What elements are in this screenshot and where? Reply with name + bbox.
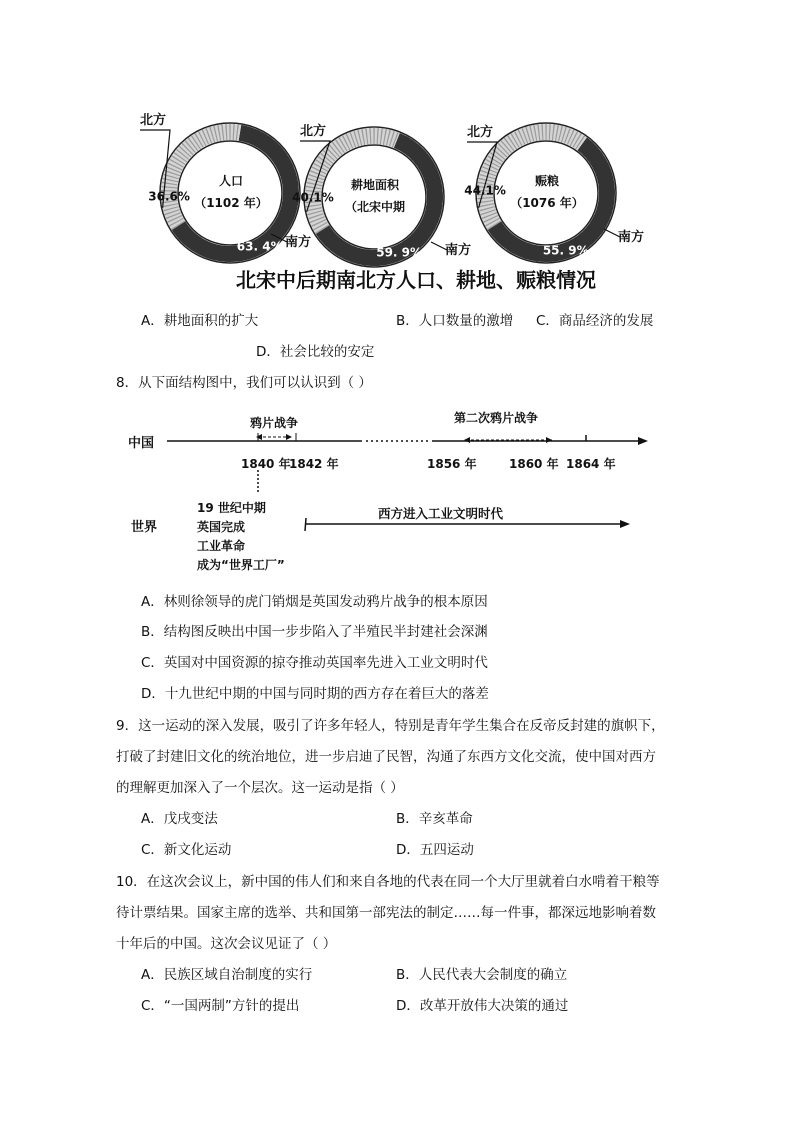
donut-north-value: 40.1% (292, 190, 334, 205)
donut-south-value: 59. 9% (376, 245, 423, 260)
q10-stem-line-1: 10．在这次会议上，新中国的伟人们和来自各地的代表在同一个大厅里就着白水啃着干粮等 (116, 874, 660, 890)
q9-option-d: D．五四运动 (396, 842, 474, 858)
timeline-west-label: 西方进入工业文明时代 (378, 506, 504, 521)
donut-center-name: 人口 (218, 174, 244, 188)
q10-option-c: C．“一国两制”方针的提出 (141, 998, 300, 1014)
south-label: 南方 (618, 230, 645, 245)
donut-north-value: 44.1% (464, 183, 506, 198)
q10-stem-line-2: 待计票结果。国家主席的选举、共和国第一部宪法的制定……每一件事，都深远地影响着数 (116, 905, 656, 921)
north-label: 北方 (300, 124, 327, 139)
timeline-second-opium-war: 第二次鸦片战争 (454, 411, 539, 425)
world-note-line-2: 英国完成 (197, 520, 246, 534)
donut-south-value: 63. 4% (236, 239, 283, 254)
q9-option-c: C．新文化运动 (141, 842, 232, 858)
q9-option-a: A．戊戌变法 (141, 811, 218, 827)
q8-option-d: D．十九世纪中期的中国与同时期的西方存在着巨大的落差 (141, 686, 489, 702)
q7-option-d: D．社会比较的安定 (256, 344, 375, 360)
timeline-year-1864: 1864 年 (566, 457, 616, 471)
donut-3 (464, 123, 644, 263)
donut-center-sub: （1102 年） (194, 196, 268, 210)
south-label: 南方 (445, 243, 472, 258)
q9-stem-line-2: 打破了封建旧文化的统治地位，进一步启迪了民智，沟通了东西方文化交流，使中国对西方 (116, 749, 656, 765)
donut-1 (140, 112, 311, 263)
chart-caption: 北宋中后期南北方人口、耕地、赈粮情况 (236, 268, 596, 292)
q7-option-c: C．商品经济的发展 (536, 313, 654, 329)
timeline-year-1856: 1856 年 (427, 457, 477, 471)
q8-option-a: A．林则徐领导的虎门销烟是英国发动鸦片战争的根本原因 (141, 594, 488, 610)
north-label: 北方 (140, 113, 167, 128)
q9-option-b: B．辛亥革命 (396, 811, 473, 827)
q7-option-b: B．人口数量的激增 (396, 313, 514, 329)
world-note-line-4: 成为“世界工厂” (197, 558, 285, 572)
q9-stem-line-3: 的理解更加深入了一个层次。这一运动是指（ ） (116, 780, 404, 796)
q10-option-b: B．人民代表大会制度的确立 (396, 967, 568, 983)
donut-center-sub: （1076 年） (510, 196, 584, 210)
q10-option-d: D．改革开放伟大决策的通过 (396, 998, 569, 1014)
timeline-opium-war: 鸦片战争 (250, 416, 299, 430)
timeline-year-1840: 1840 年 (241, 457, 291, 471)
timeline-year-1842: 1842 年 (289, 457, 339, 471)
q7-option-a: A．耕地面积的扩大 (141, 313, 259, 329)
north-label: 北方 (467, 125, 494, 140)
donut-center-name: 耕地面积 (350, 178, 400, 192)
donut-north-value: 36.6% (148, 189, 190, 204)
donut-charts (0, 0, 794, 300)
timeline-year-1860: 1860 年 (509, 457, 559, 471)
q9-stem-line-1: 9．这一运动的深入发展，吸引了许多年轻人，特别是青年学生集合在反帝反封建的旗帜下， (116, 718, 665, 734)
donut-2 (292, 123, 471, 267)
donut-center-sub: （北宋中期 (344, 200, 406, 214)
south-label: 南方 (285, 235, 312, 250)
q10-stem-line-3: 十年后的中国。这次会议见证了（ ） (116, 936, 337, 952)
q8-option-c: C．英国对中国资源的掠夺推动英国率先进入工业文明时代 (141, 655, 488, 671)
world-note-line-3: 工业革命 (197, 539, 246, 553)
donut-center-name: 赈粮 (534, 174, 560, 188)
timeline-diagram (0, 400, 794, 580)
world-note-line-1: 19 世纪中期 (197, 501, 266, 515)
timeline-world-label: 世界 (131, 520, 158, 535)
donut-south-value: 55. 9% (542, 243, 589, 258)
q8-option-b: B．结构图反映出中国一步步陷入了半殖民半封建社会深渊 (141, 624, 488, 640)
q8-stem: 8．从下面结构图中，我们可以认识到（ ） (116, 375, 372, 391)
q10-option-a: A．民族区域自治制度的实行 (141, 967, 313, 983)
timeline-china-label: 中国 (128, 436, 155, 451)
